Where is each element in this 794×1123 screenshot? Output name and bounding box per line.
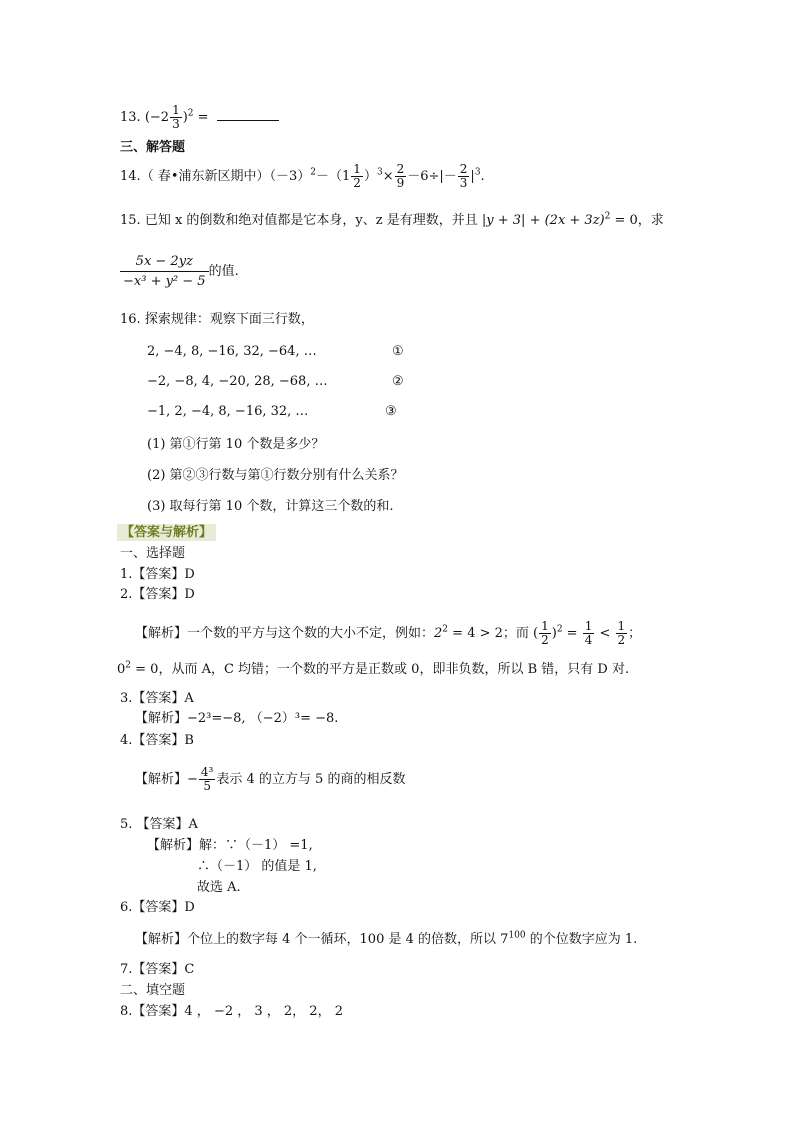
answer-5-explanation-3: 故选 A. [197,880,241,895]
answers-section-2: 二、填空题 [120,983,186,998]
answer-4: 4.【答案】B [120,733,194,748]
answers-section-1: 一、选择题 [120,546,186,561]
answer-6-explanation: 【解析】个位上的数字每 4 个一循环，100 是 4 的倍数，所以 $7^{100}$ 的个位数字应为 1. [135,930,638,947]
subquestion-1: (1) 第①行第 10 个数是多少？ [147,437,325,452]
fraction: $\frac{1}{4}$ [584,619,593,647]
answer-blank[interactable] [217,108,279,121]
fraction: $\frac{2}{3}$ [459,162,468,190]
answer-1: 1.【答案】D [120,567,195,582]
answer-6: 6.【答案】D [120,900,195,915]
sequence-row-1: 2, −4, 8, −16, 32, −64, … ① [147,344,404,359]
answer-4-explanation: 【解析】− $\frac{\text{4³}}{5}$ 表示 4 的立方与 5 的商的相反数 [135,765,406,793]
subquestion-2: (2) 第②③行数与第①行数分别有什么关系？ [147,468,404,483]
answer-2-explanation-cont: $0^2 = 0$，从而 A，C 均错；一个数的平方是正数或 0，即非负数，所以 B 错，只有 D 对. [117,660,630,677]
answer-5-explanation-2: ∴（－1） 的值是 1, [197,859,317,874]
fraction: $\frac{1}{3}$ [172,103,180,131]
answer-5: 5. 【答案】A [120,817,198,832]
answer-8: 8.【答案】4 ， −2 ， 3 ， 2， 2， 2 [120,1004,343,1019]
row-marker: ① [392,344,404,359]
question-15-expression: $\frac{5x - 2yz}{\text{−x³ + y² − 5}}$ 的值. [120,252,239,291]
question-13: 13. (−2 $\frac{1}{3}$ )$^2$ = [120,104,279,131]
answer-7: 7.【答案】C [120,962,195,977]
section-heading-3: 三、解答题 [120,140,186,155]
fraction: $\frac{1}{2}$ [541,619,549,647]
question-14: 14.（ 春•浦东新区期中）$(-3)^2-(1$ $\frac{1}{2}$ ）$^3$× $\frac{2}{9}$ －6÷|－ $\frac{2}{3}$ $|^3$. [120,162,485,190]
row-marker: ② [392,374,404,389]
sequence-row-2: −2, −8, 4, −20, 28, −68, … ② [147,374,404,389]
row-marker: ③ [385,404,397,419]
sequence-row-3: −1, 2, −4, 8, −16, 32, … ③ [147,404,397,419]
fraction: $\frac{5x - 2yz}{\text{−x³ + y² − 5}}$ [120,252,209,291]
answer-2-explanation: 【解析】一个数的平方与这个数的大小不定，例如：$2^2 = 4 > 2$；而 ( $\frac{1}{2}$ )$^2$ = $\frac{1}{4}$ < $\frac{1}{2}$ ； [135,619,642,647]
answer-3: 3.【答案】A [120,691,194,706]
question-16: 16. 探索规律：观察下面三行数， [120,312,314,327]
answer-5-explanation-1: 【解析】解：∵（－1） =1, [147,838,313,853]
answer-3-explanation: 【解析】−2³=−8, （−2）³= −8. [135,711,339,726]
answers-header: 【答案与解析】 [117,524,216,542]
fraction: $\frac{1}{2}$ [353,162,361,190]
fraction: $\frac{\text{4³}}{5}$ [200,765,214,793]
fraction: $\frac{1}{2}$ [617,619,626,647]
question-15: 15. 已知 x 的倒数和绝对值都是它本身，y、z 是有理数，并且 $|y + 3| + (2x + 3z)^2 = 0$，求 [120,211,664,228]
answer-2: 2.【答案】D [120,587,195,602]
subquestion-3: (3) 取每行第 10 个数，计算这三个数的和. [147,499,394,514]
fraction: $\frac{2}{9}$ [396,162,405,190]
